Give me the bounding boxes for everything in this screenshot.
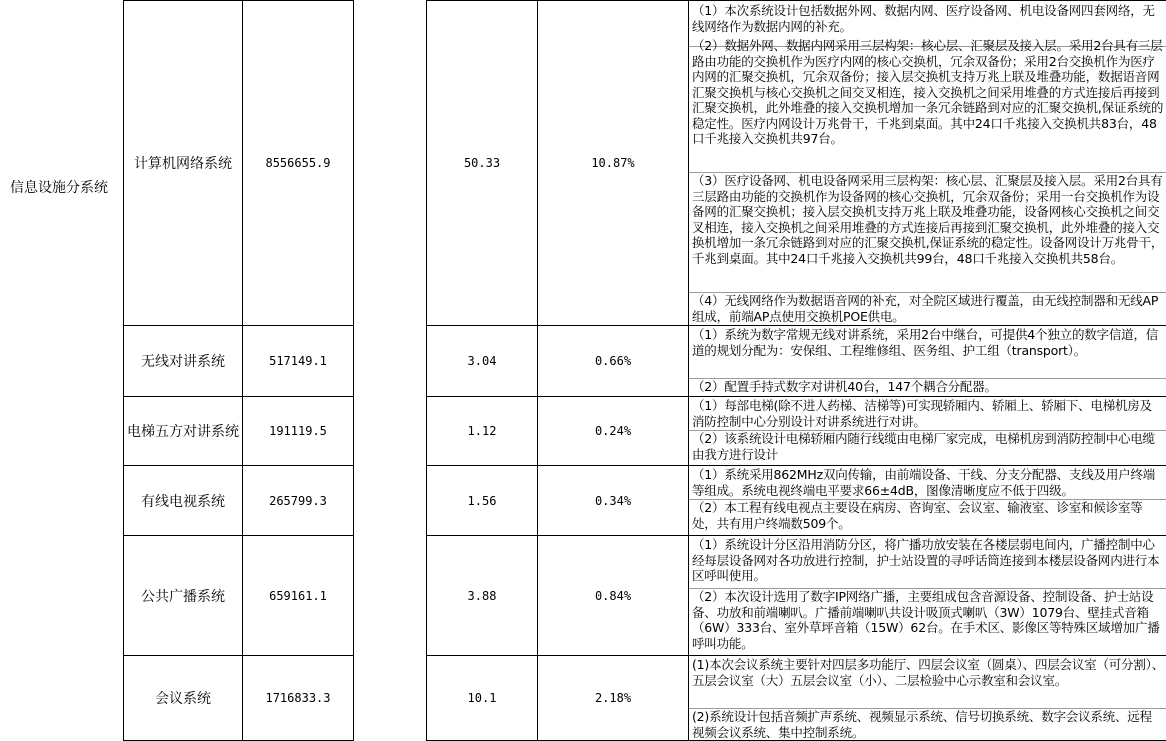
amount-value: 191119.5 bbox=[269, 424, 327, 438]
description-paragraph: （2）配置手持式数字对讲机40台，147个耦合分配器。 bbox=[692, 379, 997, 394]
description-paragraph: （1）系统采用862MHz双向传输，由前端设备、干线、分支分配器、支线及用户终端等组成。系统电视终端电平要求66±4dB，图像清晰度应不低于四级。 bbox=[692, 467, 1156, 498]
column-border bbox=[353, 0, 354, 741]
percent-value: 0.24% bbox=[594, 424, 632, 438]
amount-value: 517149.1 bbox=[269, 354, 327, 368]
amount-value: 8556655.9 bbox=[265, 156, 331, 170]
unit-cost-value: 10.1 bbox=[467, 691, 497, 705]
unit-cost-value: 3.88 bbox=[467, 588, 497, 603]
description-paragraph: （2）数据外网、数据内网采用三层构架：核心层、汇聚层及接入层。采用2台具有三层路由功能的交换机作为医疗内网的核心交换机，冗余双备份；采用2台交换机作为医疗内网的汇聚交换机，冗余双备份；接入层交换机支持万兆上联及堆叠功能，数据语音网汇聚交换机与核心交换机之间交叉相连，接入交换机之间采用堆叠的方式连接后再接到汇聚交换机，此外堆叠的接入交换机增加一条冗余链路到对应的汇聚交换机,保证系统的稳定性。医疗内网设计万兆骨干，千兆到桌面。其中24口千兆接入交换机共83台，48口千兆接入交换机共97台。 bbox=[692, 38, 1164, 146]
percent-value: 0.84% bbox=[594, 588, 632, 603]
description-paragraph: （1）系统设计分区沿用消防分区，将广播功放安装在各楼层弱电间内，广播控制中心经每层设备网对各功放进行控制，护士站设置的寻呼话筒连接到本楼层设备网内进行本区呼叫使用。 bbox=[692, 537, 1160, 583]
percent-value: 0.66% bbox=[594, 354, 632, 368]
description-paragraph: （2）本工程有线电视点主要设在病房、咨询室、会议室、输液室、诊室和候诊室等处，共有用户终端数509个。 bbox=[692, 500, 1143, 531]
system-name: 电梯五方对讲系统 bbox=[127, 424, 239, 440]
description-paragraph: (2)系统设计包括音频扩声系统、视频显示系统、信号切换系统、数字会议系统、远程视频会议系统、集中控制系统。 bbox=[692, 709, 1152, 740]
unit-cost-value: 3.04 bbox=[467, 354, 497, 368]
description-paragraph: （1）本次系统设计包括数据外网、数据内网、医疗设备网、机电设备网四套网络，无线网络作为数据内网的补充。 bbox=[692, 3, 1155, 34]
amount-value: 1716833.3 bbox=[265, 691, 331, 705]
amount-value: 265799.3 bbox=[269, 493, 327, 508]
system-name: 会议系统 bbox=[155, 691, 211, 707]
description-paragraph: （4）无线网络作为数据语音网的补充，对全院区域进行覆盖，由无线控制器和无线AP组成，前端AP点使用交换机POE供电。 bbox=[692, 293, 1159, 324]
column-border bbox=[688, 0, 689, 741]
description-paragraph: (1)本次会议系统主要针对四层多功能厅、四层会议室（圆桌）、四层会议室（可分割）、五层会议室（大）五层会议室（小）、二层检验中心示教室和会议室。 bbox=[692, 657, 1164, 688]
percent-value: 10.87% bbox=[591, 156, 635, 170]
description-paragraph: （2）该系统设计电梯轿厢内随行线缆由电梯厂家完成，电梯机房到消防控制中心电缆由我方进行设计 bbox=[692, 431, 1155, 462]
unit-cost-value: 1.12 bbox=[467, 424, 497, 438]
percent-value: 2.18% bbox=[594, 691, 632, 705]
description-paragraph: （1）每部电梯(除不进人药梯、洁梯等)可实现轿厢内、轿厢上、轿厢下、电梯机房及消防控制中心分别设计对讲系统进行对讲。 bbox=[692, 398, 1152, 429]
percent-value: 0.34% bbox=[594, 493, 632, 508]
unit-cost-value: 1.56 bbox=[467, 493, 497, 508]
description-paragraph: （1）系统为数字常规无线对讲系统，采用2台中继台，可提供4个独立的数字信道，信道的规划分配为：安保组、工程维修组、医务组、护工组（transport）。 bbox=[692, 327, 1159, 358]
description-paragraph: （2）本次设计选用了数字IP网络广播，主要组成包含音源设备、控制设备、护士站设备、功放和前端喇叭。广播前端喇叭共设计吸顶式喇叭（3W）1079台、壁挂式音箱（6W）333台、室外草坪音箱（15W）62台。在手术区、影像区等特殊区域增加广播呼叫功能。 bbox=[692, 589, 1160, 651]
system-name: 计算机网络系统 bbox=[134, 156, 232, 172]
system-name: 无线对讲系统 bbox=[141, 354, 225, 370]
category-label: 信息设施分系统 bbox=[10, 180, 108, 196]
amount-value: 659161.1 bbox=[269, 588, 327, 603]
unit-cost-value: 50.33 bbox=[463, 156, 501, 170]
system-name: 公共广播系统 bbox=[141, 588, 225, 605]
system-name: 有线电视系统 bbox=[141, 493, 225, 510]
description-paragraph: （3）医疗设备网、机电设备网采用三层构架：核心层、汇聚层及接入层。采用2台具有三层路由功能的交换机作为设备网的核心交换机，冗余双备份；采用一台交换机作为设备网的汇聚交换机；接入层交换机支持万兆上联及堆叠功能，设备网核心交换机之间交叉相连，接入交换机之间采用堆叠的方式连接后再接到汇聚交换机，此外堆叠的接入交换机增加一条冗余链路到对应的汇聚交换机,保证系统的稳定性。设备网设计万兆骨干，千兆到桌面。其中24口千兆接入交换机共99台，48口千兆接入交换机共58台。 bbox=[692, 173, 1164, 266]
